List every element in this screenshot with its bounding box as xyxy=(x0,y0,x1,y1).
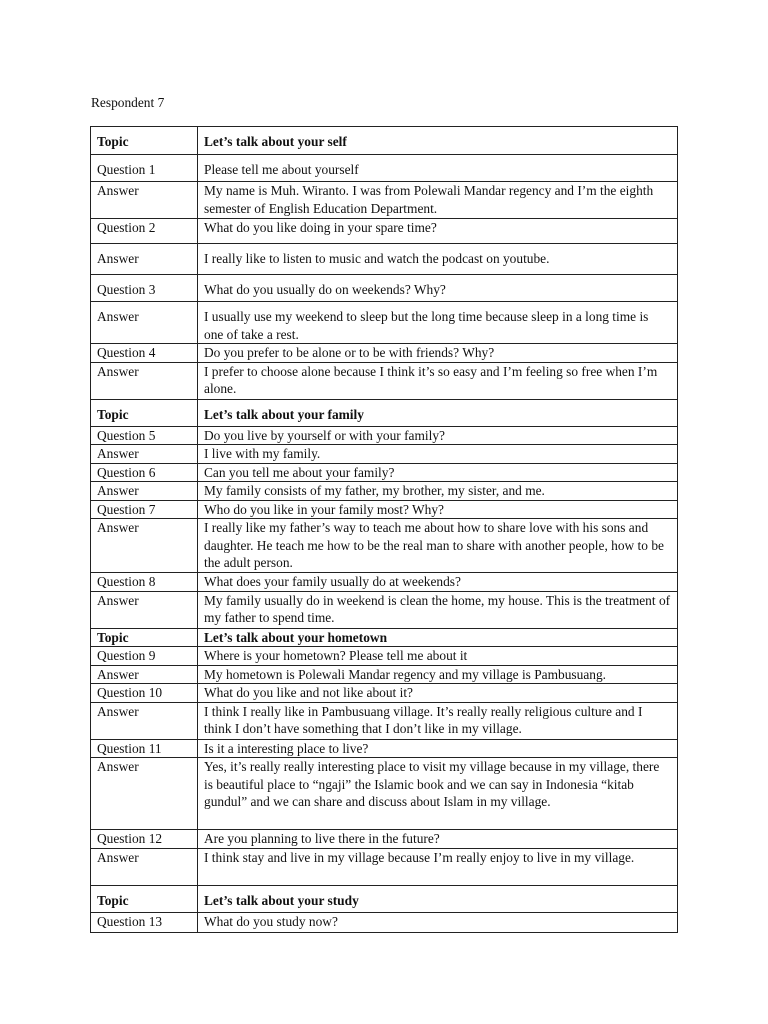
question-row xyxy=(91,830,678,849)
answer-row xyxy=(91,591,678,628)
question-row xyxy=(91,344,678,363)
row-text: I prefer to choose alone because I think it’s so easy and I’m feeling so free when I’m alone. xyxy=(198,362,678,399)
row-text: What does your family usually do at weekends? xyxy=(198,573,678,592)
row-text: Let’s talk about your family xyxy=(198,399,678,426)
row-label: Answer xyxy=(91,302,198,344)
row-text: I usually use my weekend to sleep but the long time because sleep in a long time is one of take a rest. xyxy=(198,302,678,344)
interview-table xyxy=(90,126,678,933)
question-row xyxy=(91,912,678,932)
row-label: Answer xyxy=(91,665,198,684)
page-title: Respondent 7 xyxy=(91,95,165,110)
row-text: Do you prefer to be alone or to be with friends? Why? xyxy=(198,344,678,363)
row-text: My family consists of my father, my brother, my sister, and me. xyxy=(198,482,678,501)
topic-row xyxy=(91,399,678,426)
row-text: I think I really like in Pambusuang village. It’s really really religious culture and I think I don’t have something that I don’t like in my village. xyxy=(198,702,678,739)
question-row xyxy=(91,426,678,445)
row-label: Question 11 xyxy=(91,739,198,758)
row-label: Question 4 xyxy=(91,344,198,363)
row-label: Question 1 xyxy=(91,155,198,182)
row-text: What do you like doing in your spare time? xyxy=(198,219,678,244)
row-text: Are you planning to live there in the future? xyxy=(198,830,678,849)
answer-row xyxy=(91,482,678,501)
answer-row xyxy=(91,665,678,684)
row-text: Let’s talk about your self xyxy=(198,127,678,155)
row-label: Topic xyxy=(91,628,198,647)
row-text: Yes, it’s really really interesting place to visit my village because in my village, there is beautiful place to “ngaji” the Islamic book and we can say in Indonesia “kitab gundul” and we can share and discuss about Islam in my village. xyxy=(198,758,678,830)
row-label: Answer xyxy=(91,182,198,219)
topic-row xyxy=(91,628,678,647)
row-text: Who do you like in your family most? Why? xyxy=(198,500,678,519)
row-label: Question 7 xyxy=(91,500,198,519)
row-label: Topic xyxy=(91,127,198,155)
row-text: Do you live by yourself or with your family? xyxy=(198,426,678,445)
question-row xyxy=(91,739,678,758)
topic-row xyxy=(91,885,678,912)
row-label: Question 3 xyxy=(91,275,198,302)
row-label: Answer xyxy=(91,591,198,628)
row-label: Answer xyxy=(91,758,198,830)
row-label: Topic xyxy=(91,399,198,426)
answer-row xyxy=(91,302,678,344)
row-label: Question 12 xyxy=(91,830,198,849)
row-text: What do you usually do on weekends? Why? xyxy=(198,275,678,302)
row-text: Let’s talk about your study xyxy=(198,885,678,912)
row-label: Answer xyxy=(91,362,198,399)
row-label: Topic xyxy=(91,885,198,912)
question-row xyxy=(91,219,678,244)
row-label: Question 6 xyxy=(91,463,198,482)
row-label: Answer xyxy=(91,445,198,464)
question-row xyxy=(91,573,678,592)
answer-row xyxy=(91,702,678,739)
row-text: My family usually do in weekend is clean the home, my house. This is the treatment of my father to spend time. xyxy=(198,591,678,628)
row-label: Answer xyxy=(91,702,198,739)
row-label: Question 13 xyxy=(91,912,198,932)
answer-row xyxy=(91,244,678,275)
question-row xyxy=(91,647,678,666)
question-row xyxy=(91,684,678,703)
row-text: Let’s talk about your hometown xyxy=(198,628,678,647)
answer-row xyxy=(91,758,678,830)
row-text: My hometown is Polewali Mandar regency and my village is Pambusuang. xyxy=(198,665,678,684)
answer-row xyxy=(91,848,678,885)
row-text: I really like to listen to music and watch the podcast on youtube. xyxy=(198,244,678,275)
question-row xyxy=(91,500,678,519)
row-text: I live with my family. xyxy=(198,445,678,464)
question-row xyxy=(91,463,678,482)
row-text: What do you study now? xyxy=(198,912,678,932)
answer-row xyxy=(91,362,678,399)
question-row xyxy=(91,275,678,302)
row-label: Answer xyxy=(91,244,198,275)
row-text: What do you like and not like about it? xyxy=(198,684,678,703)
row-label: Question 5 xyxy=(91,426,198,445)
row-text: My name is Muh. Wiranto. I was from Polewali Mandar regency and I’m the eighth semester of English Education Department. xyxy=(198,182,678,219)
question-row xyxy=(91,155,678,182)
row-label: Question 10 xyxy=(91,684,198,703)
row-label: Question 9 xyxy=(91,647,198,666)
row-label: Answer xyxy=(91,519,198,573)
row-label: Question 8 xyxy=(91,573,198,592)
row-label: Answer xyxy=(91,848,198,885)
row-text: Please tell me about yourself xyxy=(198,155,678,182)
row-label: Answer xyxy=(91,482,198,501)
row-text: Where is your hometown? Please tell me about it xyxy=(198,647,678,666)
row-text: I think stay and live in my village because I’m really enjoy to live in my village. xyxy=(198,848,678,885)
row-text: Can you tell me about your family? xyxy=(198,463,678,482)
row-text: Is it a interesting place to live? xyxy=(198,739,678,758)
topic-row xyxy=(91,127,678,155)
row-text: I really like my father’s way to teach me about how to share love with his sons and daughter. He teach me how to be the real man to share with another people, how to be the adult person. xyxy=(198,519,678,573)
answer-row xyxy=(91,445,678,464)
answer-row xyxy=(91,182,678,219)
row-label: Question 2 xyxy=(91,219,198,244)
answer-row xyxy=(91,519,678,573)
